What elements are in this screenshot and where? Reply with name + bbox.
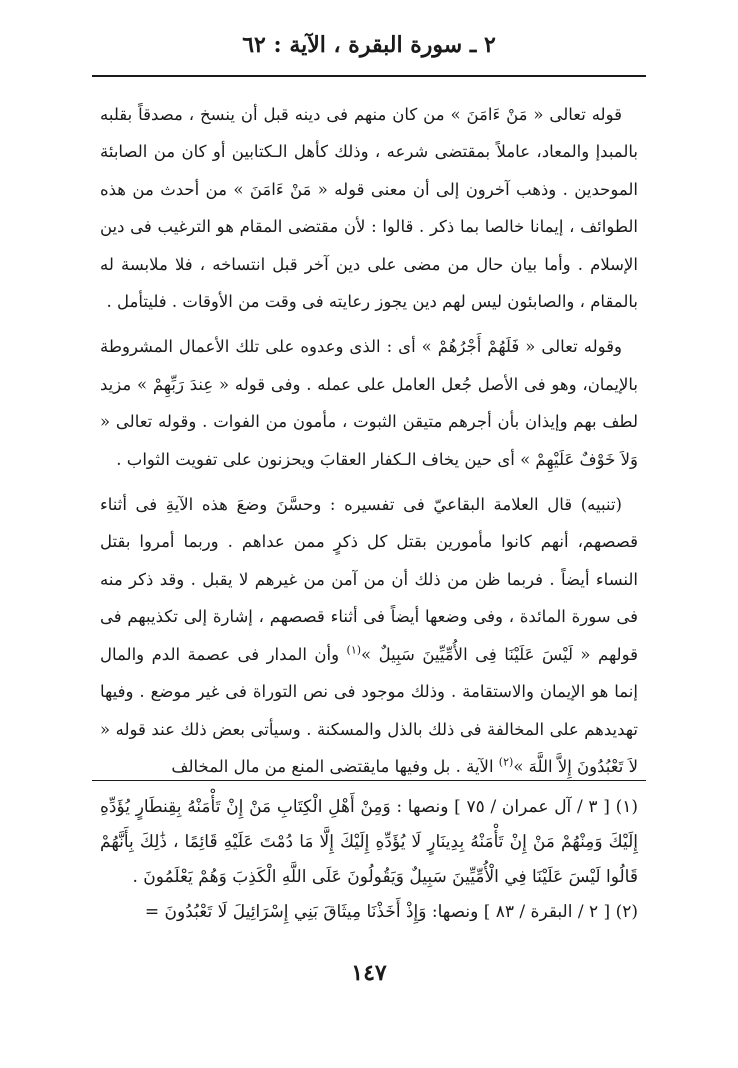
header-divider — [92, 75, 646, 77]
page-number: ١٤٧ — [351, 960, 387, 986]
paragraph-2: وقوله تعالى « فَلَهُمْ أَجْرُهُمْ » أى : الذى وعدوه على تلك الأعمال المشروطة بالإيمان، وهو فى الأصل جُعل العامل على عمله . وفى قوله « عِندَ رَبِّهِمْ » مزيد لطف بهم وإيذان بأن أجرهم متيقن الثبوت ، مأمون من الفوات . وقوله تعالى « وَلاَ خَوْفٌ عَلَيْهِمْ » أى حين يخاف الـكفار العقابَ ويحزنون على تفويت الثواب . — [100, 337, 638, 469]
footnote-1: (١) [ ٣ / آل عمران / ٧٥ ] ونصها : وَمِنْ أَهْلِ الْكِتَابِ مَنْ إِنْ تَأْمَنْهُ بِقِنطَارٍ يُؤَدِّهِ إِلَيْكَ وَمِنْهُمْ مَنْ إِنْ تَأْمَنْهُ بِدِينَارٍ لَا يُؤَدِّهِ إِلَيْكَ إِلَّا مَا دُمْتَ عَلَيْهِ قَائِمًا ، ذَٰلِكَ بِأَنَّهُمْ قَالُوا لَيْسَ عَلَيْنَا فِي الْأُمِّيِّينَ سَبِيلٌ وَيَقُولُونَ عَلَى اللَّهِ الْكَذِبَ وَهُمْ يَعْلَمُونَ . — [100, 797, 638, 887]
running-header: ٢ ـ سورة البقرة ، الآية : ٦٢ — [242, 32, 496, 58]
main-text — [100, 96, 638, 785]
paragraph-3-part-1: (تنبيه) قال العلامة البقاعيّ فى تفسيره : وحسَّنَ وضعَ هذه الآيةِ فى أثناء قصصهم، أنهم كانوا مأمورين بقتل كل ذكرٍ ممن عداهم . وربما أمروا بقتل النساء أيضاً . فربما ظن من ذلك أن من آمن من غيرهم لا يقبل . وقد ذكر منه فى سورة المائدة ، وفى وضعها أيضاً فى أثناء قصصهم ، إشارة إلى تكذيبهم فى قولهم « لَيْسَ عَلَيْنَا فِى الأُمِّيِّينَ سَبِيلٌ » — [100, 495, 638, 664]
paragraph-1: قوله تعالى « مَنْ ءَامَنَ » من كان منهم فى دينه قبل أن ينسخ ، مصدقاً بقلبه بالمبدإ والمعاد، عاملاً بمقتضى شرعه ، وذلك كأهل الـكتابين أو كان من الصابئة الموحدين . وذهب آخرون إلى أن معنى قوله « مَنْ ءَامَنَ » من أحدث من هذه الطوائف ، إيمانا خالصا بما ذكر . قالوا : لأن مقتضى المقام هو الترغيب فى دين الإسلام . وأما بيان حال من مضى على دين آخر قبل انتساخه ، فلا ملابسة له بالمقام ، والصابئون ليس لهم دين يجوز رعايته فى وقت من الأوقات . فليتأمل . — [100, 105, 638, 312]
footnote-marker-2: (٢) — [498, 755, 514, 769]
footnotes — [100, 790, 638, 930]
paragraph-3-part-2: وأن المدار فى عصمة الدم والمال إنما هو الإيمان والاستقامة . وذلك موجود فى نص التوراة فى غير موضع . وفيها تهديدهم على المخالفة فى ذلك بالذل والمسكنة . وسيأتى بعض ذلك عند قوله « لاَ تَعْبُدُونَ إِلاَّ اللَّهَ » — [100, 644, 638, 776]
paragraph-3 — [100, 486, 638, 785]
paragraph-3-part-3: الآية . بل وفيها مايقتضى المنع من مال المخالف — [171, 756, 494, 776]
footnote-divider — [92, 780, 646, 781]
footnote-marker-1: (١) — [346, 643, 362, 657]
footnote-2: (٢) [ ٢ / البقرة / ٨٣ ] ونصها: وَإِذْ أَخَذْنَا مِيثَاقَ بَنِي إِسْرَائِيلَ لَا تَعْبُدُونَ = — [144, 902, 638, 922]
